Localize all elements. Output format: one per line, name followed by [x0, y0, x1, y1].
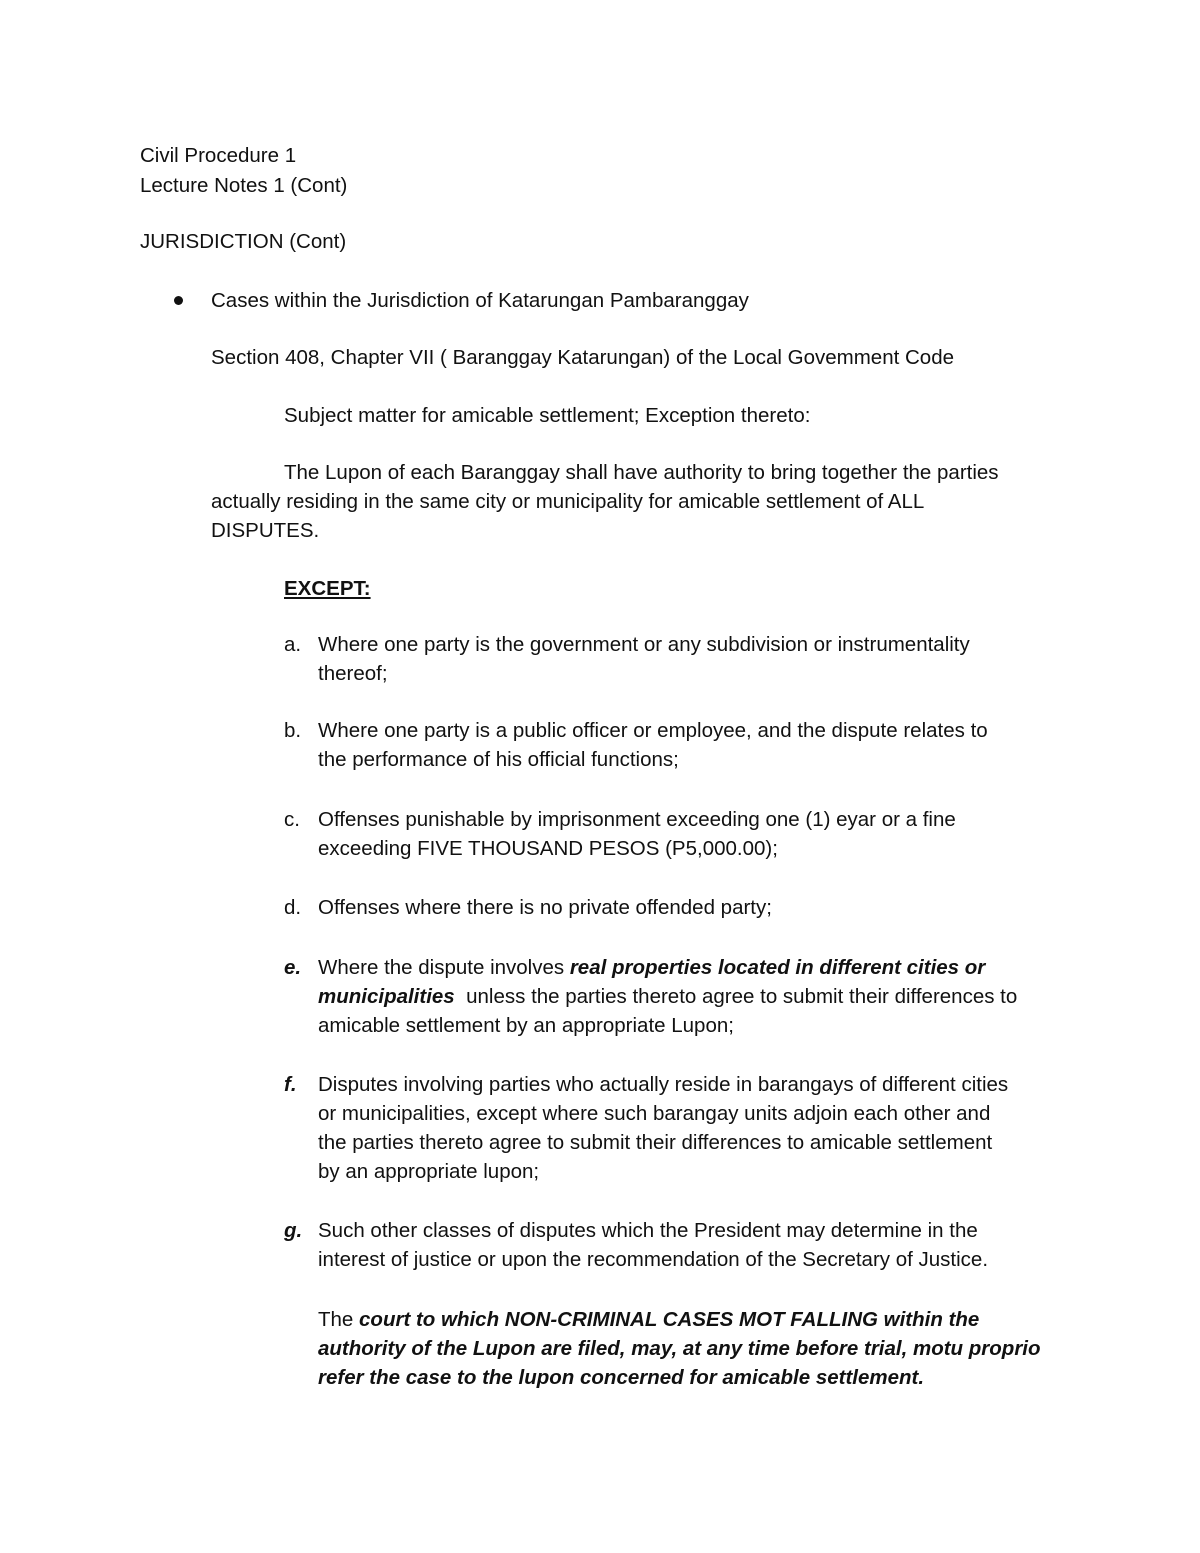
closing-line-1 — [318, 1306, 979, 1334]
closing-line-3: refer the case to the lupon concerned for amicable settlement. — [318, 1366, 925, 1389]
exception-e-line-2-text: unless the parties thereto agree to submit their differences to — [454, 985, 1018, 1008]
exception-c-marker: c. — [284, 808, 300, 831]
exception-f-line-2: or municipalities, except where such barangay units adjoin each other and — [318, 1102, 991, 1125]
exception-d-line-1: Offenses where there is no private offended party; — [318, 896, 772, 919]
exception-e-line-1 — [318, 954, 985, 982]
exception-g-line-2: interest of justice or upon the recommendation of the Secretary of Justice. — [318, 1248, 989, 1271]
section-reference: Section 408, Chapter VII ( Baranggay Katarungan) of the Local Govemment Code — [211, 346, 954, 369]
intro-line-3: DISPUTES. — [211, 519, 320, 542]
except-label: EXCEPT: — [284, 577, 371, 600]
closing-line-2: authority of the Lupon are filed, may, at any time before trial, motu proprio — [318, 1337, 1041, 1360]
exception-e-line-3: amicable settlement by an appropriate Lupon; — [318, 1014, 734, 1037]
exception-b-marker: b. — [284, 719, 302, 742]
exception-c-line-2: exceeding FIVE THOUSAND PESOS (P5,000.00); — [318, 837, 778, 860]
exception-a-marker: a. — [284, 633, 302, 656]
exception-e-emphasis-2: municipalities — [318, 985, 455, 1008]
exception-f-line-4: by an appropriate lupon; — [318, 1160, 540, 1183]
exception-a-line-1: Where one party is the government or any subdivision or instrumentality — [318, 633, 970, 656]
exception-e-emphasis-1: real properties located in different cities or — [569, 956, 986, 979]
exception-f-marker: f. — [284, 1073, 297, 1096]
subject-line: Subject matter for amicable settlement; Exception thereto: — [284, 404, 811, 427]
exception-b-line-1: Where one party is a public officer or employee, and the dispute relates to — [318, 719, 988, 742]
doc-title: Civil Procedure 1 — [140, 144, 297, 167]
closing-line-1-text: The — [318, 1308, 360, 1331]
intro-line-1: The Lupon of each Baranggay shall have authority to bring together the parties — [284, 461, 999, 484]
exception-e-line-1-text: Where the dispute involves — [318, 956, 570, 979]
exception-c-line-1: Offenses punishable by imprisonment exceeding one (1) eyar or a fine — [318, 808, 956, 831]
bullet-icon — [174, 296, 183, 305]
exception-g-marker: g. — [284, 1219, 303, 1242]
exception-e-marker: e. — [284, 956, 302, 979]
exception-a-line-2: thereof; — [318, 662, 388, 685]
exception-f-line-3: the parties thereto agree to submit their differences to amicable settlement — [318, 1131, 993, 1154]
exception-f-line-1: Disputes involving parties who actually reside in barangays of different cities — [318, 1073, 1009, 1096]
intro-line-2: actually residing in the same city or municipality for amicable settlement of ALL — [211, 490, 925, 513]
exception-b-line-2: the performance of his official functions; — [318, 748, 679, 771]
section-heading: JURISDICTION (Cont) — [140, 230, 347, 253]
bullet-item-text: Cases within the Jurisdiction of Katarungan Pambaranggay — [211, 289, 749, 312]
exception-d-marker: d. — [284, 896, 302, 919]
exception-e-line-2 — [318, 983, 1017, 1011]
exception-g-line-1: Such other classes of disputes which the President may determine in the — [318, 1219, 978, 1242]
closing-emphasis-1: court to which NON-CRIMINAL CASES MOT FALLING within the — [359, 1308, 980, 1331]
doc-subtitle: Lecture Notes 1 (Cont) — [140, 174, 348, 197]
